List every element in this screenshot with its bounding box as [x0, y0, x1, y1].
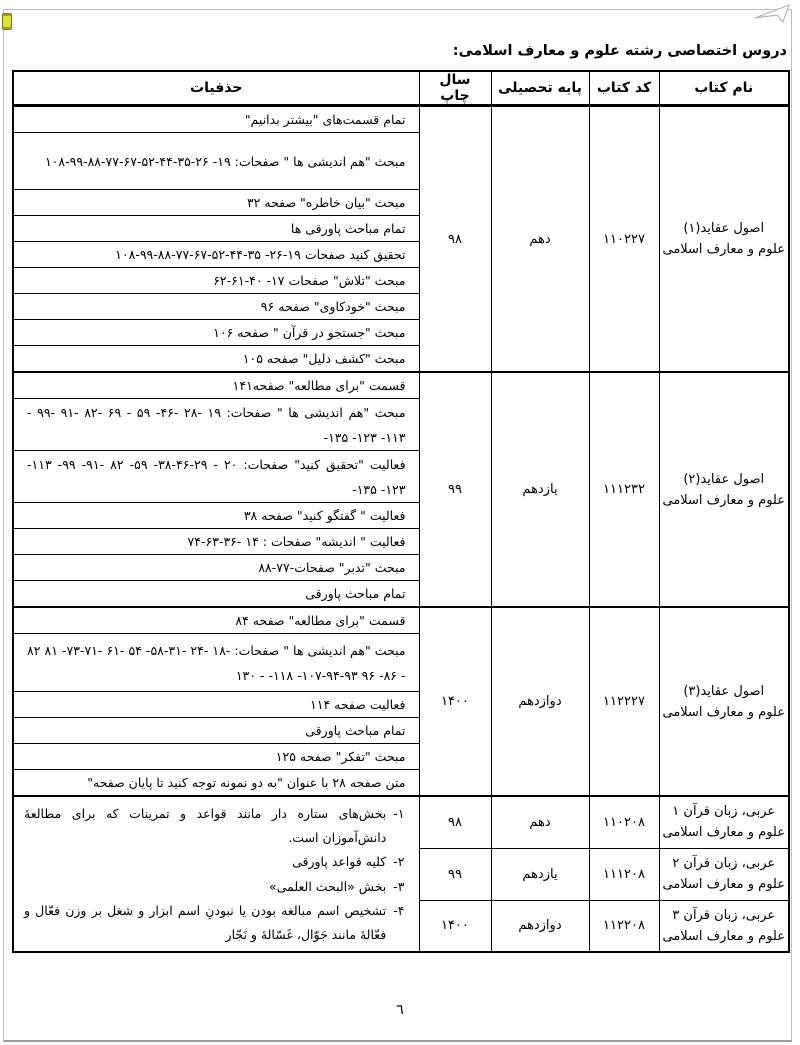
deletion-cell: تمام مباحث پاورقی — [13, 718, 419, 744]
book-code-cell: ۱۱۰۲۰۸ — [589, 796, 659, 848]
mouse-cursor-icon — [752, 2, 792, 26]
book-name-cell — [659, 106, 789, 373]
deletion-cell: مبحث "تفکر" صفحه ۱۲۵ — [13, 744, 419, 770]
list-item-text: کلیه قواعد پاورقی — [292, 854, 387, 869]
deletion-list-item — [24, 899, 405, 946]
grade-cell: یازدهم — [491, 372, 589, 607]
list-item-text: بخش‌های ستاره دار مانند قواعد و تمرینات که برای مطالعهٔ دانش‌آموزان است. — [24, 806, 387, 845]
deletion-cell: تمام مباحث پاورقی ها — [13, 216, 419, 242]
book-name-cell — [659, 607, 789, 796]
deletion-cell: مبحث "هم اندیشی ها " صفحات: ۱۹ -۲۸ -۴۶- ۵۹ - ۶۹ -۸۲ -۹۱ -۹۹ - ۱۱۳- ۱۲۳- ۱۳۵- — [13, 399, 419, 451]
deletion-list-item — [24, 802, 405, 849]
deletion-cell: مبحث "بیان خاطره" صفحه ۳۲ — [13, 190, 419, 216]
header-print-year: سال چاپ — [419, 71, 491, 106]
book-name-line1: عربی، زبان قرآن ۱ — [672, 804, 776, 820]
deletion-cell: مبحث "هم اندیشی ها " صفحات: ۱۹- ۲۶-۳۵-۴۴-۵۲-۶۷-۷۷-۸۸-۹۹-۱۰۸ — [13, 133, 419, 190]
book-name-line2: علوم و معارف اسلامی — [662, 877, 785, 892]
deletion-cell: متن صفحه ۲۸ با عنوان "به دو نمونه توجه کنید تا پایان صفحه" — [13, 770, 419, 797]
list-item-number: ۴- — [393, 903, 405, 918]
table-row — [13, 796, 789, 848]
list-item-number: ۲- — [393, 854, 405, 869]
header-book-name: نام کتاب — [659, 71, 789, 106]
deletion-cell: مبحث "هم اندیشی ها " صفحات: -۱۸ -۲۴ -۳۱-۵۸- ۵۴ -۶۱ -۷۱-۷۳- ۸۱ ۸۲ - ۸۶- ۹۶ ۹۳-۹۴-۱۰۷- ۱۱۸- - ۱۳۰ — [13, 634, 419, 692]
book-code-cell: ۱۱۱۲۰۸ — [589, 848, 659, 900]
list-item-text: بخش «البحث العلمی» — [269, 878, 387, 894]
deletion-cell: فعالیت صفحه ۱۱۴ — [13, 692, 419, 718]
deletion-list-item — [24, 875, 405, 899]
page-title: دروس اختصاصی رشته علوم و معارف اسلامی: — [452, 43, 787, 59]
list-item-text: تشخیص اسم مبالغه بودن یا نبودنِ اسم ابزار و شغل بر وزن فعّال و فعّالهٔ مانند جَوّال، غَسّالهٔ و نَجّار — [24, 903, 387, 942]
grade-cell: دوازدهم — [491, 607, 589, 796]
book-name-cell — [659, 372, 789, 607]
grade-cell: یازدهم — [491, 848, 589, 900]
book-name-line1: اصول عقاید(۱) — [683, 221, 765, 236]
print-year-cell: ۹۸ — [419, 106, 491, 373]
deletion-cell: مبحث "کشف دلیل" صفحه ۱۰۵ — [13, 346, 419, 373]
deletion-cell: قسمت "برای مطالعه" صفحه ۸۴ — [13, 607, 419, 634]
deletion-cell: مبحث "تلاش" صفحات ۱۷- ۴۰-۶۱-۶۲ — [13, 268, 419, 294]
deletion-cell: فعالیت " اندیشه" صفحات : ۱۴ -۳۶-۶۳-۷۴ — [13, 529, 419, 555]
book-code-cell: ۱۱۲۲۲۷ — [589, 607, 659, 796]
grade-cell: دهم — [491, 796, 589, 848]
book-code-cell: ۱۱۲۲۰۸ — [589, 900, 659, 952]
print-year-cell: ۹۸ — [419, 796, 491, 848]
book-name-line2: علوم و معارف اسلامی — [662, 704, 785, 720]
table-header-row — [13, 71, 789, 106]
book-name-cell — [659, 848, 789, 900]
grade-cell: دهم — [491, 106, 589, 373]
deletion-cell: تمام مباحث پاورقی — [13, 581, 419, 608]
book-name-line1: اصول عقاید(۳) — [683, 683, 765, 699]
print-year-cell: ۱۴۰۰ — [419, 900, 491, 952]
table-row — [13, 106, 789, 133]
list-item-number: ۳- — [393, 878, 405, 894]
book-code-cell: ۱۱۰۲۲۷ — [589, 106, 659, 373]
deletion-cell: مبحث "خودکاوی" صفحه ۹۶ — [13, 294, 419, 320]
table-row — [13, 372, 789, 399]
book-name-line2: علوم و معارف اسلامی — [662, 825, 785, 841]
book-name-line2: علوم و معارف اسلامی — [662, 242, 785, 257]
header-grade: پایه تحصیلی — [491, 71, 589, 106]
deletion-cell: فعالیت " گفتگو کنید" صفحه ۳۸ — [13, 503, 419, 529]
deletion-cell: مبحث "تدبر" صفحات-۷۷-۸۸ — [13, 555, 419, 581]
page-number: ٦ — [396, 1002, 404, 1018]
print-year-cell: ۹۹ — [419, 848, 491, 900]
deletion-list-cell — [13, 796, 419, 952]
list-item-number: ۱- — [393, 806, 405, 821]
bookmark-icon — [2, 13, 12, 30]
table-row — [13, 607, 789, 634]
header-book-code: کد کتاب — [589, 71, 659, 106]
book-name-line1: عربی، زبان قرآن ۳ — [672, 907, 776, 923]
book-name-cell — [659, 900, 789, 952]
curriculum-deletions-table — [12, 70, 790, 953]
deletion-cell: تحقیق کنید صفحات ۱۹-۲۶- ۳۵-۴۴-۵۲-۶۷-۷۷-۸۸-۹۹-۱۰۸ — [13, 242, 419, 268]
book-name-line2: علوم و معارف اسلامی — [662, 928, 785, 944]
deletion-list-item — [24, 850, 405, 874]
deletion-cell: فعالیت "تحقیق کنید" صفحات: ۲۰ - ۲۹-۴۶-۳۸- ۵۹- ۸۲ -۹۱- ۹۹- ۱۱۳- ۱۲۳- ۱۳۵- — [13, 451, 419, 503]
print-year-cell: ۱۴۰۰ — [419, 607, 491, 796]
grade-cell: دوازدهم — [491, 900, 589, 952]
book-name-line2: علوم و معارف اسلامی — [662, 492, 785, 508]
book-name-line1: اصول عقاید(۲) — [683, 471, 765, 487]
book-name-cell — [659, 796, 789, 848]
print-year-cell: ۹۹ — [419, 372, 491, 607]
deletion-cell: تمام قسمت‌های "بیشتر بدانیم" — [13, 106, 419, 133]
deletion-cell: مبحث "جستجو در قرآن " صفحه ۱۰۶ — [13, 320, 419, 346]
deletion-cell: قسمت "برای مطالعه" صفحه۱۴۱ — [13, 372, 419, 399]
book-name-line1: عربی، زبان قرآن ۲ — [672, 856, 776, 871]
book-code-cell: ۱۱۱۲۳۲ — [589, 372, 659, 607]
header-deletions: حذفیات — [13, 71, 419, 106]
